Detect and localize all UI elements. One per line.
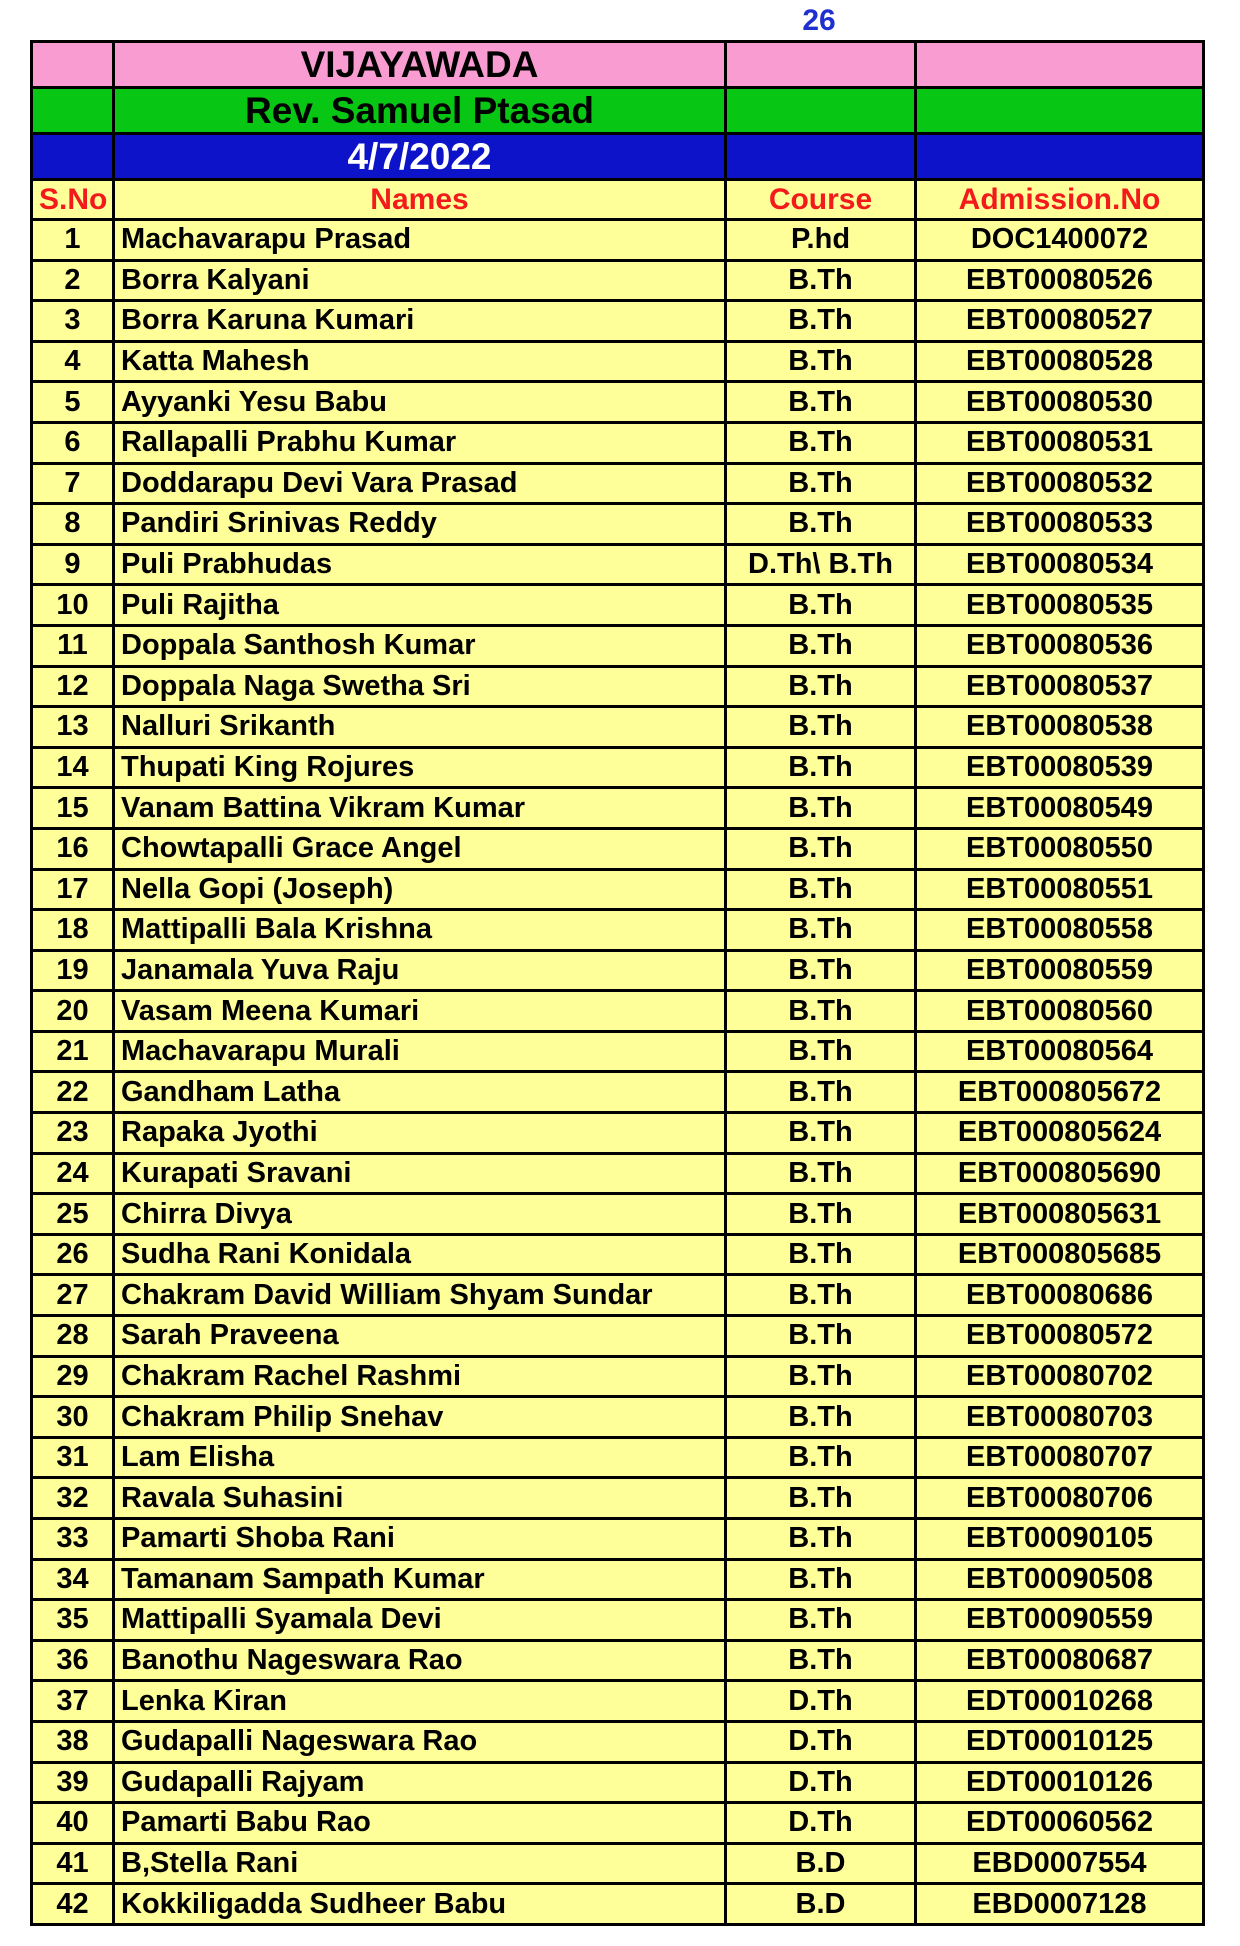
row-name: Machavarapu Murali bbox=[114, 1031, 726, 1072]
table-row bbox=[32, 1234, 1204, 1275]
row-course: B.Th bbox=[726, 1153, 916, 1194]
row-name: Ravala Suhasini bbox=[114, 1478, 726, 1519]
row-name: Puli Rajitha bbox=[114, 585, 726, 626]
row-name: Mattipalli Syamala Devi bbox=[114, 1600, 726, 1641]
table-row bbox=[32, 1884, 1204, 1925]
table-row bbox=[32, 1113, 1204, 1154]
column-header-course: Course bbox=[726, 180, 916, 220]
table-row bbox=[32, 666, 1204, 707]
person-title: Rev. Samuel Ptasad bbox=[114, 88, 726, 134]
row-name: Sarah Praveena bbox=[114, 1316, 726, 1357]
table-row bbox=[32, 341, 1204, 382]
row-admission-no: EBT00080551 bbox=[916, 869, 1204, 910]
row-admission-no: EDT00010126 bbox=[916, 1762, 1204, 1803]
row-admission-no: EBT00080538 bbox=[916, 707, 1204, 748]
table-row bbox=[32, 1559, 1204, 1600]
row-course: B.Th bbox=[726, 585, 916, 626]
row-name: Chirra Divya bbox=[114, 1194, 726, 1235]
row-sno: 31 bbox=[32, 1437, 114, 1478]
table-row bbox=[32, 544, 1204, 585]
row-sno: 1 bbox=[32, 220, 114, 261]
row-name: Machavarapu Prasad bbox=[114, 220, 726, 261]
row-course: D.Th\ B.Th bbox=[726, 544, 916, 585]
table-row bbox=[32, 1153, 1204, 1194]
row-sno: 17 bbox=[32, 869, 114, 910]
row-admission-no: EBT00080539 bbox=[916, 747, 1204, 788]
row-name: Katta Mahesh bbox=[114, 341, 726, 382]
row-name: Kokkiligadda Sudheer Babu bbox=[114, 1884, 726, 1925]
row-sno: 40 bbox=[32, 1803, 114, 1844]
table-row bbox=[32, 950, 1204, 991]
row-name: Janamala Yuva Raju bbox=[114, 950, 726, 991]
row-course: B.Th bbox=[726, 382, 916, 423]
row-course: D.Th bbox=[726, 1681, 916, 1722]
row-admission-no: EBT000805672 bbox=[916, 1072, 1204, 1113]
row-name: B,Stella Rani bbox=[114, 1843, 726, 1884]
row-course: B.Th bbox=[726, 260, 916, 301]
row-sno: 24 bbox=[32, 1153, 114, 1194]
table-row bbox=[32, 1843, 1204, 1884]
row-sno: 27 bbox=[32, 1275, 114, 1316]
row-admission-no: EBT00080559 bbox=[916, 950, 1204, 991]
row-admission-no: EBT00080550 bbox=[916, 828, 1204, 869]
table-row bbox=[32, 747, 1204, 788]
row-course: B.Th bbox=[726, 463, 916, 504]
table-row bbox=[32, 1519, 1204, 1560]
row-sno: 36 bbox=[32, 1640, 114, 1681]
row-name: Gudapalli Rajyam bbox=[114, 1762, 726, 1803]
row-course: B.Th bbox=[726, 666, 916, 707]
table-row bbox=[32, 422, 1204, 463]
table-row bbox=[32, 260, 1204, 301]
row-name: Nalluri Srikanth bbox=[114, 707, 726, 748]
row-admission-no: EBT00080531 bbox=[916, 422, 1204, 463]
row-name: Doddarapu Devi Vara Prasad bbox=[114, 463, 726, 504]
row-sno: 37 bbox=[32, 1681, 114, 1722]
row-sno: 16 bbox=[32, 828, 114, 869]
row-course: B.Th bbox=[726, 1072, 916, 1113]
row-name: Pamarti Babu Rao bbox=[114, 1803, 726, 1844]
row-course: B.Th bbox=[726, 1316, 916, 1357]
row-sno: 38 bbox=[32, 1721, 114, 1762]
row-admission-no: EBT00080536 bbox=[916, 625, 1204, 666]
row-name: Chakram David William Shyam Sundar bbox=[114, 1275, 726, 1316]
row-sno: 32 bbox=[32, 1478, 114, 1519]
row-name: Borra Karuna Kumari bbox=[114, 301, 726, 342]
row-sno: 19 bbox=[32, 950, 114, 991]
row-admission-no: EBT00080572 bbox=[916, 1316, 1204, 1357]
table-row bbox=[32, 301, 1204, 342]
band-cell bbox=[726, 88, 916, 134]
row-admission-no: EBT00080534 bbox=[916, 544, 1204, 585]
row-sno: 22 bbox=[32, 1072, 114, 1113]
row-admission-no: EBT00080703 bbox=[916, 1397, 1204, 1438]
row-name: Chakram Rachel Rashmi bbox=[114, 1356, 726, 1397]
table-row bbox=[32, 869, 1204, 910]
row-name: Thupati King Rojures bbox=[114, 747, 726, 788]
row-admission-no: EBT000805685 bbox=[916, 1234, 1204, 1275]
row-sno: 21 bbox=[32, 1031, 114, 1072]
row-course: D.Th bbox=[726, 1762, 916, 1803]
row-course: B.Th bbox=[726, 747, 916, 788]
row-sno: 34 bbox=[32, 1559, 114, 1600]
row-course: B.Th bbox=[726, 504, 916, 545]
row-sno: 2 bbox=[32, 260, 114, 301]
table-row bbox=[32, 1681, 1204, 1722]
table-row bbox=[32, 504, 1204, 545]
row-admission-no: EBT00080707 bbox=[916, 1437, 1204, 1478]
row-admission-no: EBT000805631 bbox=[916, 1194, 1204, 1235]
row-course: B.Th bbox=[726, 950, 916, 991]
row-sno: 26 bbox=[32, 1234, 114, 1275]
date-band bbox=[32, 134, 1204, 180]
table-row bbox=[32, 585, 1204, 626]
table-row bbox=[32, 1275, 1204, 1316]
table-row bbox=[32, 707, 1204, 748]
row-course: B.Th bbox=[726, 707, 916, 748]
row-admission-no: DOC1400072 bbox=[916, 220, 1204, 261]
row-name: Pamarti Shoba Rani bbox=[114, 1519, 726, 1560]
row-course: P.hd bbox=[726, 220, 916, 261]
row-admission-no: EBT00080702 bbox=[916, 1356, 1204, 1397]
row-admission-no: EBT00080686 bbox=[916, 1275, 1204, 1316]
row-admission-no: EBT00080549 bbox=[916, 788, 1204, 829]
row-name: Puli Prabhudas bbox=[114, 544, 726, 585]
row-name: Borra Kalyani bbox=[114, 260, 726, 301]
row-name: Ayyanki Yesu Babu bbox=[114, 382, 726, 423]
band-cell bbox=[32, 134, 114, 180]
row-course: B.Th bbox=[726, 1519, 916, 1560]
person-band bbox=[32, 88, 1204, 134]
row-sno: 25 bbox=[32, 1194, 114, 1235]
row-admission-no: EBT00080532 bbox=[916, 463, 1204, 504]
row-name: Sudha Rani Konidala bbox=[114, 1234, 726, 1275]
row-course: B.Th bbox=[726, 1275, 916, 1316]
row-course: B.Th bbox=[726, 991, 916, 1032]
table-row bbox=[32, 1478, 1204, 1519]
table-row bbox=[32, 220, 1204, 261]
row-name: Vanam Battina Vikram Kumar bbox=[114, 788, 726, 829]
row-name: Gandham Latha bbox=[114, 1072, 726, 1113]
table-row bbox=[32, 1397, 1204, 1438]
date-title: 4/7/2022 bbox=[114, 134, 726, 180]
row-admission-no: EBT00080530 bbox=[916, 382, 1204, 423]
row-course: B.Th bbox=[726, 1437, 916, 1478]
band-cell bbox=[916, 88, 1204, 134]
table-row bbox=[32, 1640, 1204, 1681]
row-name: Rapaka Jyothi bbox=[114, 1113, 726, 1154]
admission-table bbox=[30, 40, 1205, 1926]
band-cell bbox=[32, 88, 114, 134]
table-row bbox=[32, 1316, 1204, 1357]
row-course: B.Th bbox=[726, 341, 916, 382]
row-sno: 6 bbox=[32, 422, 114, 463]
row-course: B.Th bbox=[726, 1559, 916, 1600]
row-name: Gudapalli Nageswara Rao bbox=[114, 1721, 726, 1762]
row-name: Nella Gopi (Joseph) bbox=[114, 869, 726, 910]
row-sno: 8 bbox=[32, 504, 114, 545]
band-cell bbox=[916, 134, 1204, 180]
row-course: B.Th bbox=[726, 1478, 916, 1519]
row-course: B.Th bbox=[726, 1356, 916, 1397]
row-name: Doppala Santhosh Kumar bbox=[114, 625, 726, 666]
table-row bbox=[32, 1072, 1204, 1113]
row-name: Lam Elisha bbox=[114, 1437, 726, 1478]
row-name: Tamanam Sampath Kumar bbox=[114, 1559, 726, 1600]
location-title: VIJAYAWADA bbox=[114, 42, 726, 88]
row-name: Mattipalli Bala Krishna bbox=[114, 910, 726, 951]
table-row bbox=[32, 1721, 1204, 1762]
table-row bbox=[32, 788, 1204, 829]
row-sno: 11 bbox=[32, 625, 114, 666]
row-sno: 29 bbox=[32, 1356, 114, 1397]
row-sno: 9 bbox=[32, 544, 114, 585]
row-course: B.Th bbox=[726, 301, 916, 342]
row-admission-no: EBT00080527 bbox=[916, 301, 1204, 342]
table-row bbox=[32, 625, 1204, 666]
table-row bbox=[32, 991, 1204, 1032]
row-admission-no: EBT00080560 bbox=[916, 991, 1204, 1032]
band-cell bbox=[726, 134, 916, 180]
column-header-row bbox=[32, 180, 1204, 220]
row-admission-no: EBT00080535 bbox=[916, 585, 1204, 626]
row-admission-no: EBT00080537 bbox=[916, 666, 1204, 707]
row-course: D.Th bbox=[726, 1721, 916, 1762]
row-course: B.Th bbox=[726, 910, 916, 951]
row-sno: 35 bbox=[32, 1600, 114, 1641]
row-course: B.Th bbox=[726, 1640, 916, 1681]
band-cell bbox=[32, 42, 114, 88]
row-sno: 41 bbox=[32, 1843, 114, 1884]
row-sno: 23 bbox=[32, 1113, 114, 1154]
row-sno: 12 bbox=[32, 666, 114, 707]
row-admission-no: EDT00010268 bbox=[916, 1681, 1204, 1722]
column-header-sno: S.No bbox=[32, 180, 114, 220]
row-admission-no: EBT00080687 bbox=[916, 1640, 1204, 1681]
row-sno: 13 bbox=[32, 707, 114, 748]
row-sno: 10 bbox=[32, 585, 114, 626]
row-name: Vasam Meena Kumari bbox=[114, 991, 726, 1032]
row-course: B.Th bbox=[726, 1194, 916, 1235]
row-sno: 3 bbox=[32, 301, 114, 342]
row-sno: 30 bbox=[32, 1397, 114, 1438]
row-sno: 14 bbox=[32, 747, 114, 788]
row-admission-no: EBT00090105 bbox=[916, 1519, 1204, 1560]
row-admission-no: EBT00080533 bbox=[916, 504, 1204, 545]
row-admission-no: EBD0007554 bbox=[916, 1843, 1204, 1884]
row-name: Pandiri Srinivas Reddy bbox=[114, 504, 726, 545]
row-name: Rallapalli Prabhu Kumar bbox=[114, 422, 726, 463]
table-row bbox=[32, 910, 1204, 951]
row-admission-no: EBT000805624 bbox=[916, 1113, 1204, 1154]
row-sno: 15 bbox=[32, 788, 114, 829]
row-course: B.Th bbox=[726, 1031, 916, 1072]
column-header-names: Names bbox=[114, 180, 726, 220]
row-admission-no: EBT00080706 bbox=[916, 1478, 1204, 1519]
row-course: B.Th bbox=[726, 788, 916, 829]
row-sno: 7 bbox=[32, 463, 114, 504]
row-admission-no: EBT00080528 bbox=[916, 341, 1204, 382]
location-band bbox=[32, 42, 1204, 88]
row-admission-no: EBT000805690 bbox=[916, 1153, 1204, 1194]
row-course: B.Th bbox=[726, 422, 916, 463]
row-course: D.Th bbox=[726, 1803, 916, 1844]
row-sno: 5 bbox=[32, 382, 114, 423]
row-name: Doppala Naga Swetha Sri bbox=[114, 666, 726, 707]
table-row bbox=[32, 1803, 1204, 1844]
table-body bbox=[32, 42, 1204, 1925]
band-cell bbox=[726, 42, 916, 88]
column-header-admission: Admission.No bbox=[916, 180, 1204, 220]
table-row bbox=[32, 828, 1204, 869]
row-admission-no: EBT00090559 bbox=[916, 1600, 1204, 1641]
row-name: Chakram Philip Snehav bbox=[114, 1397, 726, 1438]
row-course: B.D bbox=[726, 1884, 916, 1925]
row-sno: 33 bbox=[32, 1519, 114, 1560]
row-sno: 28 bbox=[32, 1316, 114, 1357]
table-row bbox=[32, 382, 1204, 423]
row-name: Kurapati Sravani bbox=[114, 1153, 726, 1194]
row-course: B.Th bbox=[726, 1113, 916, 1154]
row-name: Banothu Nageswara Rao bbox=[114, 1640, 726, 1681]
row-course: B.D bbox=[726, 1843, 916, 1884]
row-course: B.Th bbox=[726, 1397, 916, 1438]
row-admission-no: EBT00080564 bbox=[916, 1031, 1204, 1072]
table-row bbox=[32, 1762, 1204, 1803]
row-sno: 39 bbox=[32, 1762, 114, 1803]
row-course: B.Th bbox=[726, 1600, 916, 1641]
row-course: B.Th bbox=[726, 869, 916, 910]
table-row bbox=[32, 1031, 1204, 1072]
row-name: Lenka Kiran bbox=[114, 1681, 726, 1722]
row-admission-no: EBD0007128 bbox=[916, 1884, 1204, 1925]
table-row bbox=[32, 1437, 1204, 1478]
row-admission-no: EBT00090508 bbox=[916, 1559, 1204, 1600]
row-sno: 4 bbox=[32, 341, 114, 382]
row-admission-no: EDT00060562 bbox=[916, 1803, 1204, 1844]
table-row bbox=[32, 1600, 1204, 1641]
row-course: B.Th bbox=[726, 1234, 916, 1275]
row-admission-no: EBT00080558 bbox=[916, 910, 1204, 951]
row-sno: 42 bbox=[32, 1884, 114, 1925]
row-sno: 20 bbox=[32, 991, 114, 1032]
row-course: B.Th bbox=[726, 625, 916, 666]
row-name: Chowtapalli Grace Angel bbox=[114, 828, 726, 869]
row-course: B.Th bbox=[726, 828, 916, 869]
table-row bbox=[32, 1356, 1204, 1397]
table-row bbox=[32, 463, 1204, 504]
page-number: 26 bbox=[802, 4, 836, 37]
row-admission-no: EDT00010125 bbox=[916, 1721, 1204, 1762]
row-admission-no: EBT00080526 bbox=[916, 260, 1204, 301]
row-sno: 18 bbox=[32, 910, 114, 951]
band-cell bbox=[916, 42, 1204, 88]
table-row bbox=[32, 1194, 1204, 1235]
